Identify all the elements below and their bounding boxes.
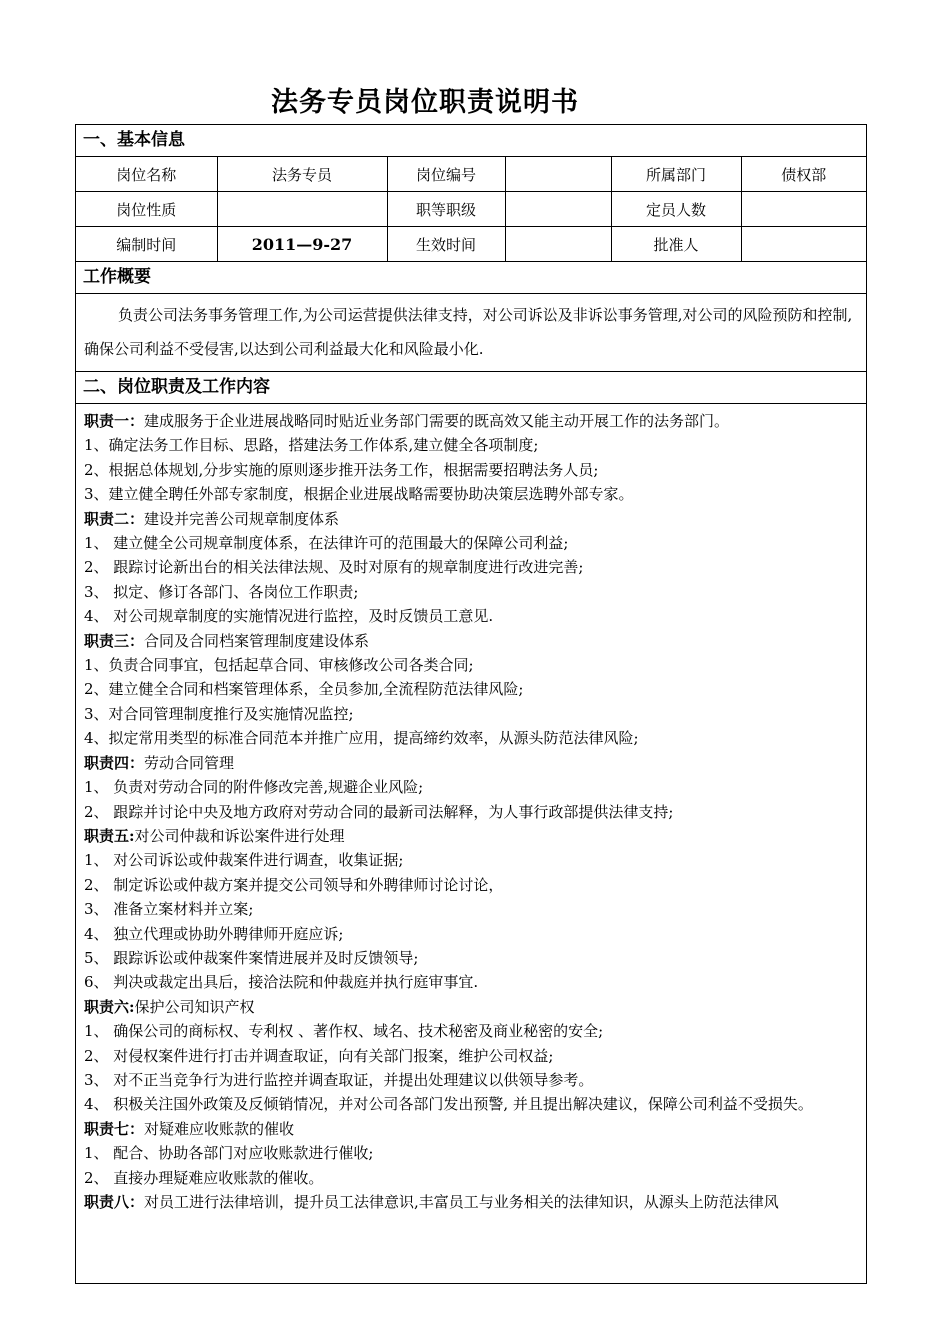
duty-label: 职责八： <box>84 1193 145 1211</box>
duty-label: 职责四： <box>84 753 145 772</box>
duty-text: 对员工进行法律培训，提升员工法律意识,丰富员工与业务相关的法律知识，从源头上防范法律风 <box>144 1193 779 1211</box>
duty-text: 2、 直接办理疑难应收账款的催收。 <box>84 1168 324 1187</box>
duty-item <box>84 677 858 701</box>
duty-text: 3、对合同管理制度推行及实施情况监控; <box>84 704 354 723</box>
duty-label: 职责三： <box>84 631 145 650</box>
duty-item <box>84 604 858 628</box>
duty-text: 对公司仲裁和诉讼案件进行处理 <box>134 826 345 845</box>
duty-heading <box>84 1117 858 1141</box>
duty-text: 3、 拟定、修订各部门、各岗位工作职责; <box>84 582 359 601</box>
duty-item <box>84 1044 858 1068</box>
duty-item <box>84 946 858 970</box>
duty-item <box>84 1068 858 1092</box>
duty-item <box>84 555 858 579</box>
duty-label: 职责七： <box>84 1119 145 1138</box>
label-approver: 批准人 <box>611 227 741 262</box>
duty-text: 1、 确保公司的商标权、专利权 、著作权、域名、技术秘密及商业秘密的安全; <box>84 1022 604 1041</box>
duty-text: 2、根据总体规划,分步实施的原则逐步推开法务工作，根据需要招聘法务人员; <box>84 460 599 479</box>
duty-text: 建设并完善公司规章制度体系 <box>144 509 340 528</box>
duty-text: 2、建立健全合同和档案管理体系，全员参加,全流程防范法律风险; <box>84 680 524 699</box>
value-headcount <box>741 192 866 227</box>
duty-text: 保护公司知识产权 <box>134 997 255 1016</box>
basic-info-table <box>76 157 866 262</box>
duty-item <box>84 653 858 677</box>
duty-text: 1、 建立健全公司规章制度体系，在法律许可的范围最大的保障公司利益; <box>84 534 569 553</box>
duty-heading <box>84 629 858 653</box>
document-title: 法务专员岗位职责说明书 <box>271 87 579 118</box>
duty-text: 对疑难应收账款的催收 <box>144 1119 295 1138</box>
duty-text: 2、 对侵权案件进行打击并调查取证，向有关部门报案，维护公司权益; <box>84 1046 554 1065</box>
duty-item <box>84 800 858 824</box>
label-compile-date: 编制时间 <box>76 227 217 262</box>
duty-item <box>84 873 858 897</box>
duty-item <box>84 433 858 457</box>
duty-text: 1、 配合、协助各部门对应收账款进行催收; <box>84 1144 374 1163</box>
duty-text: 1、负责合同事宜，包括起草合同、审核修改公司各类合同; <box>84 656 474 675</box>
duty-text: 4、拟定常用类型的标准合同范本并推广应用，提高缔约效率，从源头防范法律风险; <box>84 729 639 748</box>
duty-item <box>84 1166 858 1190</box>
duty-heading <box>84 507 858 531</box>
value-compile-date: 2011—9-27 <box>217 227 387 262</box>
duty-item <box>84 1019 858 1043</box>
duty-text: 5、 跟踪诉讼或仲裁案件案情进展并及时反馈领导; <box>84 948 419 967</box>
job-description-table <box>75 124 867 1284</box>
duty-heading <box>84 995 858 1019</box>
duty-text: 6、 判决或裁定出具后，接洽法院和仲裁庭并执行庭审事宜. <box>84 973 479 992</box>
duty-heading <box>84 1190 858 1214</box>
duty-text: 1、确定法务工作目标、思路，搭建法务工作体系,建立健全各项制度; <box>84 436 539 455</box>
duty-heading <box>84 824 858 848</box>
duty-label: 职责一： <box>84 412 145 430</box>
duty-item <box>84 848 858 872</box>
value-position-nature <box>217 192 387 227</box>
duty-text: 4、 对公司规章制度的实施情况进行监控，及时反馈员工意见. <box>84 607 494 626</box>
duty-text: 2、 制定诉讼或仲裁方案并提交公司领导和外聘律师讨论讨论， <box>84 875 504 894</box>
duty-item <box>84 1092 858 1116</box>
info-row-3 <box>76 227 866 262</box>
duty-label: 职责二： <box>84 509 145 528</box>
value-approver <box>741 227 866 262</box>
duty-item <box>84 1141 858 1165</box>
info-row-2 <box>76 192 866 227</box>
value-effective-date <box>505 227 611 262</box>
value-position-name: 法务专员 <box>217 157 387 192</box>
section-basic-info-heading: 一、基本信息 <box>76 125 866 157</box>
section-duties-heading: 二、岗位职责及工作内容 <box>76 372 866 404</box>
duty-text: 2、 跟踪讨论新出台的相关法律法规、及时对原有的规章制度进行改进完善; <box>84 558 584 577</box>
duty-text: 3、建立健全聘任外部专家制度，根据企业进展战略需要协助决策层选聘外部专家。 <box>84 485 634 504</box>
info-row-1 <box>76 157 866 192</box>
duty-heading <box>84 409 858 433</box>
label-position-code: 岗位编号 <box>387 157 505 192</box>
duty-text: 4、 独立代理或协助外聘律师开庭应诉; <box>84 924 344 943</box>
duty-item <box>84 580 858 604</box>
value-position-code <box>505 157 611 192</box>
duty-text: 3、 准备立案材料并立案; <box>84 900 254 919</box>
label-effective-date: 生效时间 <box>387 227 505 262</box>
work-summary-text: 负责公司法务事务管理工作,为公司运营提供法律支持，对公司诉讼及非诉讼事务管理,对公司的风险预防和控制,确保公司利益不受侵害,以达到公司利益最大化和风险最小化. <box>76 294 866 372</box>
value-grade-level <box>505 192 611 227</box>
label-department: 所属部门 <box>611 157 741 192</box>
duty-text: 1、 负责对劳动合同的附件修改完善,规避企业风险; <box>84 778 424 797</box>
duty-item <box>84 922 858 946</box>
duty-text: 2、 跟踪并讨论中央及地方政府对劳动合同的最新司法解释，为人事行政部提供法律支持; <box>84 802 674 821</box>
value-department: 债权部 <box>741 157 866 192</box>
duty-label: 职责五: <box>84 826 135 845</box>
work-summary-heading: 工作概要 <box>76 262 866 294</box>
duty-text: 劳动合同管理 <box>144 753 235 772</box>
label-position-name: 岗位名称 <box>76 157 217 192</box>
duty-item <box>84 458 858 482</box>
duty-item <box>84 726 858 750</box>
duty-text: 4、 积极关注国外政策及反倾销情况，并对公司各部门发出预警, 并且提出解决建议，保障公司利益不受损失。 <box>84 1095 813 1114</box>
label-headcount: 定员人数 <box>611 192 741 227</box>
duty-item <box>84 482 858 506</box>
duty-item <box>84 970 858 994</box>
label-grade-level: 职等职级 <box>387 192 505 227</box>
duty-label: 职责六: <box>84 997 135 1016</box>
duty-text: 1、 对公司诉讼或仲裁案件进行调查，收集证据; <box>84 851 404 870</box>
duties-list <box>76 404 866 1214</box>
duty-item <box>84 775 858 799</box>
duty-text: 建成服务于企业进展战略同时贴近业务部门需要的既高效又能主动开展工作的法务部门。 <box>144 412 730 430</box>
duty-text: 3、 对不正当竞争行为进行监控并调查取证，并提出处理建议以供领导参考。 <box>84 1070 594 1089</box>
duty-text: 合同及合同档案管理制度建设体系 <box>144 631 370 650</box>
duty-item <box>84 897 858 921</box>
duty-item <box>84 702 858 726</box>
duty-item <box>84 531 858 555</box>
duty-heading <box>84 751 858 775</box>
label-position-nature: 岗位性质 <box>76 192 217 227</box>
